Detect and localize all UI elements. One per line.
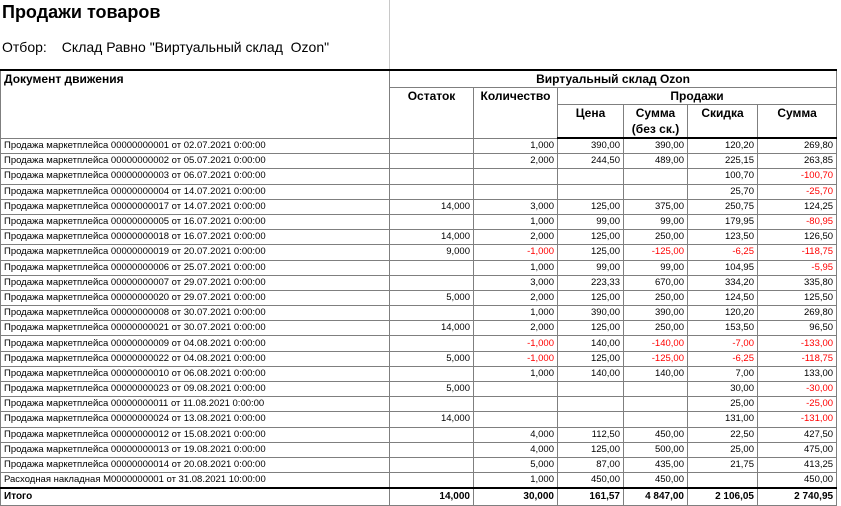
document-cell: Продажа маркетплейса 00000000009 от 04.08.2021 0:00:00 [1,336,390,351]
sum-no-discount-cell: 489,00 [624,154,688,169]
quantity-cell: 1,000 [474,473,558,489]
table-row [1,366,837,381]
sum-no-discount-cell [624,397,688,412]
totals-discount: 2 106,05 [688,488,758,506]
document-cell: Продажа маркетплейса 00000000010 от 06.08.2021 0:00:00 [1,366,390,381]
header-sum-no-discount: Сумма (без ск.) [624,105,688,139]
quantity-cell [474,412,558,427]
price-cell: 125,00 [558,230,624,245]
table-row [1,412,837,427]
header-balance: Остаток [390,88,474,139]
totals-quantity: 30,000 [474,488,558,506]
document-cell: Продажа маркетплейса 00000000012 от 15.08.2021 0:00:00 [1,427,390,442]
sum-cell: 475,00 [758,442,837,457]
discount-cell: 25,00 [688,442,758,457]
document-cell: Продажа маркетплейса 00000000014 от 20.08.2021 0:00:00 [1,457,390,472]
document-cell: Продажа маркетплейса 00000000019 от 20.07.2021 0:00:00 [1,245,390,260]
sum-no-discount-cell: 140,00 [624,366,688,381]
discount-cell: 123,50 [688,230,758,245]
price-cell: 125,00 [558,199,624,214]
sales-table [0,69,837,506]
balance-cell: 5,000 [390,290,474,305]
sum-no-discount-cell: 250,00 [624,321,688,336]
table-row [1,457,837,472]
discount-cell: 100,70 [688,169,758,184]
balance-cell [390,427,474,442]
sum-no-discount-cell: -125,00 [624,351,688,366]
sum-cell: 450,00 [758,473,837,489]
price-cell: 223,33 [558,275,624,290]
sum-cell: 125,50 [758,290,837,305]
document-cell: Продажа маркетплейса 00000000006 от 25.07.2021 0:00:00 [1,260,390,275]
table-row [1,184,837,199]
sum-no-discount-cell: 450,00 [624,473,688,489]
sum-cell: -118,75 [758,245,837,260]
totals-sum: 2 740,95 [758,488,837,506]
sum-cell: -5,95 [758,260,837,275]
filter-label: Отбор: [2,39,47,55]
table-row [1,214,837,229]
report-filter [2,38,329,56]
price-cell: 87,00 [558,457,624,472]
quantity-cell: 4,000 [474,427,558,442]
table-row [1,245,837,260]
price-cell: 99,00 [558,260,624,275]
header-sales: Продажи [558,88,837,105]
price-cell: 244,50 [558,154,624,169]
balance-cell [390,397,474,412]
sum-cell: -131,00 [758,412,837,427]
sum-cell: 269,80 [758,306,837,321]
sum-no-discount-cell: 670,00 [624,275,688,290]
price-cell: 112,50 [558,427,624,442]
sum-cell: 124,25 [758,199,837,214]
balance-cell [390,457,474,472]
table-row [1,473,837,489]
sum-no-discount-cell: 500,00 [624,442,688,457]
balance-cell [390,184,474,199]
document-cell: Продажа маркетплейса 00000000024 от 13.08.2021 0:00:00 [1,412,390,427]
discount-cell: 22,50 [688,427,758,442]
quantity-cell [474,169,558,184]
discount-cell: 131,00 [688,412,758,427]
discount-cell: 21,75 [688,457,758,472]
table-row [1,154,837,169]
discount-cell: 25,00 [688,397,758,412]
sum-no-discount-cell: 390,00 [624,138,688,154]
sum-no-discount-cell: -140,00 [624,336,688,351]
document-cell: Продажа маркетплейса 00000000022 от 04.08.2021 0:00:00 [1,351,390,366]
price-cell: 125,00 [558,290,624,305]
balance-cell [390,442,474,457]
sum-no-discount-cell [624,184,688,199]
document-cell: Продажа маркетплейса 00000000011 от 11.08.2021 0:00:00 [1,397,390,412]
balance-cell [390,306,474,321]
quantity-cell: 2,000 [474,230,558,245]
balance-cell [390,138,474,154]
sum-no-discount-cell [624,382,688,397]
discount-cell: 30,00 [688,382,758,397]
discount-cell: 334,20 [688,275,758,290]
quantity-cell: 3,000 [474,275,558,290]
balance-cell: 5,000 [390,351,474,366]
price-cell: 450,00 [558,473,624,489]
price-cell: 99,00 [558,214,624,229]
balance-cell [390,214,474,229]
report-title: Продажи товаров [2,2,161,22]
document-cell: Продажа маркетплейса 00000000001 от 02.07.2021 0:00:00 [1,138,390,154]
sum-cell: 427,50 [758,427,837,442]
table-body [1,138,837,488]
price-cell: 125,00 [558,245,624,260]
balance-cell [390,366,474,381]
document-cell: Продажа маркетплейса 00000000002 от 05.07.2021 0:00:00 [1,154,390,169]
price-cell: 125,00 [558,321,624,336]
quantity-cell: 2,000 [474,154,558,169]
quantity-cell: -1,000 [474,351,558,366]
header-divider [389,0,390,69]
totals-price: 161,57 [558,488,624,506]
document-cell: Продажа маркетплейса 00000000007 от 29.07.2021 0:00:00 [1,275,390,290]
sum-no-discount-cell: 375,00 [624,199,688,214]
header-sum: Сумма [758,105,837,139]
balance-cell [390,169,474,184]
discount-cell: 124,50 [688,290,758,305]
sum-cell: 133,00 [758,366,837,381]
discount-cell: -6,25 [688,351,758,366]
header-discount: Скидка [688,105,758,139]
discount-cell [688,473,758,489]
table-row [1,306,837,321]
table-row [1,290,837,305]
balance-cell [390,275,474,290]
totals-label: Итого [1,488,390,506]
quantity-cell: 2,000 [474,321,558,336]
table-row [1,427,837,442]
document-cell: Расходная накладная М0000000001 от 31.08.2021 10:00:00 [1,473,390,489]
discount-cell: 120,20 [688,306,758,321]
price-cell: 390,00 [558,306,624,321]
table-row [1,442,837,457]
quantity-cell: 2,000 [474,290,558,305]
sum-cell: -118,75 [758,351,837,366]
balance-cell [390,260,474,275]
discount-cell: 7,00 [688,366,758,381]
sum-cell: 126,50 [758,230,837,245]
price-cell [558,412,624,427]
totals-row [1,488,837,506]
discount-cell: 153,50 [688,321,758,336]
totals-sum-no-discount: 4 847,00 [624,488,688,506]
totals-balance: 14,000 [390,488,474,506]
quantity-cell [474,184,558,199]
balance-cell: 14,000 [390,321,474,336]
document-cell: Продажа маркетплейса 00000000008 от 30.07.2021 0:00:00 [1,306,390,321]
sum-no-discount-cell [624,412,688,427]
balance-cell: 14,000 [390,230,474,245]
sum-no-discount-cell [624,169,688,184]
quantity-cell: 5,000 [474,457,558,472]
balance-cell [390,473,474,489]
price-cell [558,382,624,397]
table-row [1,351,837,366]
quantity-cell: 4,000 [474,442,558,457]
table-row [1,260,837,275]
quantity-cell: -1,000 [474,245,558,260]
table-row [1,336,837,351]
balance-cell: 5,000 [390,382,474,397]
price-cell [558,184,624,199]
table-row [1,199,837,214]
balance-cell: 9,000 [390,245,474,260]
table-row [1,321,837,336]
discount-cell: 120,20 [688,138,758,154]
discount-cell: 225,15 [688,154,758,169]
header-document: Документ движения [1,70,390,138]
filter-value: Склад Равно "Виртуальный склад Ozon" [61,39,330,55]
quantity-cell: 1,000 [474,366,558,381]
balance-cell: 14,000 [390,412,474,427]
document-cell: Продажа маркетплейса 00000000023 от 09.08.2021 0:00:00 [1,382,390,397]
sum-no-discount-cell: 435,00 [624,457,688,472]
discount-cell: 104,95 [688,260,758,275]
quantity-cell: 3,000 [474,199,558,214]
sum-no-discount-cell: 250,00 [624,290,688,305]
balance-cell: 14,000 [390,199,474,214]
price-cell: 125,00 [558,351,624,366]
sum-no-discount-cell: -125,00 [624,245,688,260]
table-row [1,169,837,184]
quantity-cell: 1,000 [474,138,558,154]
sum-cell: 335,80 [758,275,837,290]
document-cell: Продажа маркетплейса 00000000004 от 14.07.2021 0:00:00 [1,184,390,199]
price-cell: 140,00 [558,336,624,351]
document-cell: Продажа маркетплейса 00000000021 от 30.07.2021 0:00:00 [1,321,390,336]
header-price: Цена [558,105,624,139]
header-quantity: Количество [474,88,558,139]
price-cell: 125,00 [558,442,624,457]
table-row [1,382,837,397]
document-cell: Продажа маркетплейса 00000000003 от 06.07.2021 0:00:00 [1,169,390,184]
discount-cell: -6,25 [688,245,758,260]
sum-no-discount-cell: 99,00 [624,260,688,275]
quantity-cell: -1,000 [474,336,558,351]
balance-cell [390,154,474,169]
sum-cell: 269,80 [758,138,837,154]
sum-cell: 96,50 [758,321,837,336]
table-row [1,397,837,412]
discount-cell: 250,75 [688,199,758,214]
price-cell [558,169,624,184]
price-cell: 140,00 [558,366,624,381]
document-cell: Продажа маркетплейса 00000000005 от 16.07.2021 0:00:00 [1,214,390,229]
price-cell: 390,00 [558,138,624,154]
quantity-cell: 1,000 [474,214,558,229]
document-cell: Продажа маркетплейса 00000000018 от 16.07.2021 0:00:00 [1,230,390,245]
sum-no-discount-cell: 250,00 [624,230,688,245]
sum-cell: -100,70 [758,169,837,184]
table-row [1,275,837,290]
document-cell: Продажа маркетплейса 00000000020 от 29.07.2021 0:00:00 [1,290,390,305]
table-row [1,138,837,154]
price-cell [558,397,624,412]
quantity-cell: 1,000 [474,306,558,321]
table-row [1,230,837,245]
sum-cell: -25,00 [758,397,837,412]
balance-cell [390,336,474,351]
discount-cell: 25,70 [688,184,758,199]
sum-cell: -25,70 [758,184,837,199]
document-cell: Продажа маркетплейса 00000000017 от 14.07.2021 0:00:00 [1,199,390,214]
sum-no-discount-cell: 390,00 [624,306,688,321]
discount-cell: -7,00 [688,336,758,351]
quantity-cell [474,382,558,397]
discount-cell: 179,95 [688,214,758,229]
sum-no-discount-cell: 450,00 [624,427,688,442]
quantity-cell: 1,000 [474,260,558,275]
sum-cell: -133,00 [758,336,837,351]
sum-cell: -30,00 [758,382,837,397]
sum-cell: 263,85 [758,154,837,169]
sum-cell: 413,25 [758,457,837,472]
quantity-cell [474,397,558,412]
header-warehouse: Виртуальный склад Ozon [390,70,837,88]
document-cell: Продажа маркетплейса 00000000013 от 19.08.2021 0:00:00 [1,442,390,457]
sum-no-discount-cell: 99,00 [624,214,688,229]
sum-cell: -80,95 [758,214,837,229]
